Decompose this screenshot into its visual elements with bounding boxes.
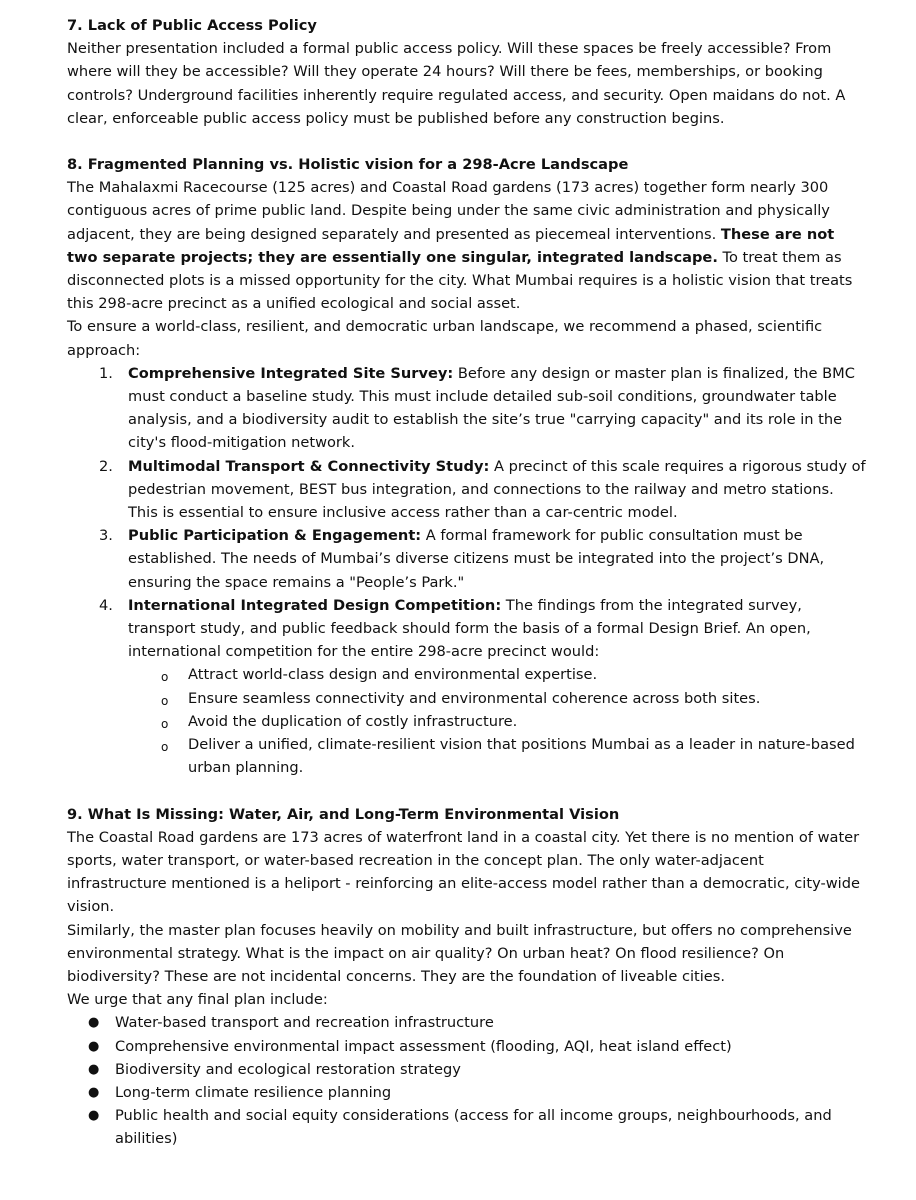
list-item-text: The findings from the integrated survey, transport study, and public feedback should form the basis of a formal Design Brief. An open, international competition for the entire 298-acre precinct would: <box>128 596 811 661</box>
list-item-title: Comprehensive Integrated Site Survey: <box>128 364 454 382</box>
section-public-access-policy <box>67 14 867 130</box>
section-heading: 8. Fragmented Planning vs. Holistic vision for a 298-Acre Landscape <box>67 156 629 174</box>
list-item-text: Biodiversity and ecological restoration strategy <box>115 1060 461 1078</box>
bullet-icon: ● <box>88 1061 100 1077</box>
list-item <box>99 362 867 455</box>
bullet-icon: ● <box>88 1038 100 1054</box>
sub-list-item-text: Avoid the duplication of costly infrastructure. <box>188 712 518 730</box>
list-item-text: Long-term climate resilience planning <box>115 1083 392 1101</box>
paragraph-bold-text: These are not two separate projects; they are essentially one singular, integrated landscape. <box>67 225 835 266</box>
list-item <box>88 1058 867 1081</box>
list-item-title: Public Participation & Engagement: <box>128 527 422 545</box>
list-item-text: Comprehensive environmental impact assessment (flooding, AQI, heat island effect) <box>115 1037 732 1055</box>
list-item-title: International Integrated Design Competition: <box>128 596 502 614</box>
list-item-text: A formal framework for public consultation must be established. The needs of Mumbai’s diverse citizens must be integrated into the project’s DNA, ensuring the space remains a "People’s Park." <box>128 527 825 591</box>
bullet-icon: ● <box>88 1108 100 1124</box>
list-number: 4. <box>99 596 113 614</box>
sub-list-item <box>161 710 867 733</box>
sub-list-item-text: Deliver a unified, climate-resilient vision that positions Mumbai as a leader in nature-based urban planning. <box>188 736 855 777</box>
circle-bullet-icon: o <box>161 740 169 755</box>
sub-list-item-text: Ensure seamless connectivity and environmental coherence across both sites. <box>188 689 761 707</box>
bullet-icon: ● <box>88 1084 100 1100</box>
section-fragmented-planning <box>67 153 867 779</box>
list-item <box>88 1104 867 1150</box>
final-plan-requirements-list <box>67 1011 867 1150</box>
recommendations-list <box>67 362 867 780</box>
list-item <box>88 1011 867 1034</box>
list-item-text: Before any design or master plan is finalized, the BMC must conduct a baseline study. This must include detailed sub-soil conditions, groundwater table analysis, and a biodiversity audit to establish the site’s true "carrying capacity" and its role in the city's flood-mitigation network. <box>128 364 855 452</box>
paragraph: Neither presentation included a formal public access policy. Will these spaces be freely accessible? From where will they be accessible? Will they operate 24 hours? Will there be fees, memberships, or booking controls? Underground facilities inherently require regulated access, and security. Open maidans do not. A clear, enforceable public access policy must be published before any construction begins. <box>67 40 846 127</box>
sub-list-item <box>161 663 867 686</box>
circle-bullet-icon: o <box>161 670 169 685</box>
list-number: 1. <box>99 364 113 382</box>
section-heading: 9. What Is Missing: Water, Air, and Long-Term Environmental Vision <box>67 805 620 823</box>
paragraph-text: To treat them as disconnected plots is a missed opportunity for the city. What Mumbai requires is a holistic vision that treats this 298-acre precinct as a unified ecological and social asset. <box>67 248 853 313</box>
list-number: 3. <box>99 527 113 545</box>
list-item <box>88 1035 867 1058</box>
list-number: 2. <box>99 457 113 475</box>
list-item <box>99 455 867 525</box>
circle-bullet-icon: o <box>161 693 169 708</box>
sub-list-item <box>161 687 867 710</box>
paragraph: The Coastal Road gardens are 173 acres of waterfront land in a coastal city. Yet there is no mention of water sports, water transport, or water-based recreation in the concept plan. The only water-adjacent infrastructure mentioned is a heliport - reinforcing an elite-access model rather than a democratic, city-wide vision. <box>67 828 860 916</box>
circle-bullet-icon: o <box>161 716 169 731</box>
paragraph: We urge that any final plan include: <box>67 991 328 1009</box>
list-item-title: Multimodal Transport & Connectivity Study: <box>128 457 490 475</box>
sub-list-item-text: Attract world-class design and environmental expertise. <box>188 666 598 684</box>
sub-list-item <box>161 733 867 779</box>
list-item <box>99 524 867 594</box>
paragraph: Similarly, the master plan focuses heavily on mobility and built infrastructure, but offers no comprehensive environmental strategy. What is the impact on air quality? On urban heat? On flood resilience? On biodiversity? These are not incidental concerns. They are the foundation of liveable cities. <box>67 921 852 985</box>
list-item <box>88 1081 867 1104</box>
paragraph <box>67 176 867 315</box>
competition-outcomes-list <box>128 663 867 779</box>
paragraph: To ensure a world-class, resilient, and democratic urban landscape, we recommend a phased, scientific approach: <box>67 318 823 359</box>
section-missing-environmental-vision <box>67 803 867 1151</box>
section-heading: 7. Lack of Public Access Policy <box>67 17 317 34</box>
paragraph-text: The Mahalaxmi Racecourse (125 acres) and Coastal Road gardens (173 acres) together form nearly 300 contiguous acres of prime public land. Despite being under the same civic administration and physically adjacent, they are being designed separately and presented as piecemeal interventions. <box>67 179 830 243</box>
list-item <box>99 594 867 780</box>
bullet-icon: ● <box>88 1015 100 1031</box>
list-item-text: Water-based transport and recreation infrastructure <box>115 1014 494 1032</box>
list-item-text: A precinct of this scale requires a rigorous study of pedestrian movement, BEST bus integration, and connections to the railway and metro stations. This is essential to ensure inclusive access rather than a car-centric model. <box>128 457 866 522</box>
document-page <box>67 14 867 1151</box>
list-item-text: Public health and social equity considerations (access for all income groups, neighbourhoods, and abilities) <box>115 1107 832 1148</box>
